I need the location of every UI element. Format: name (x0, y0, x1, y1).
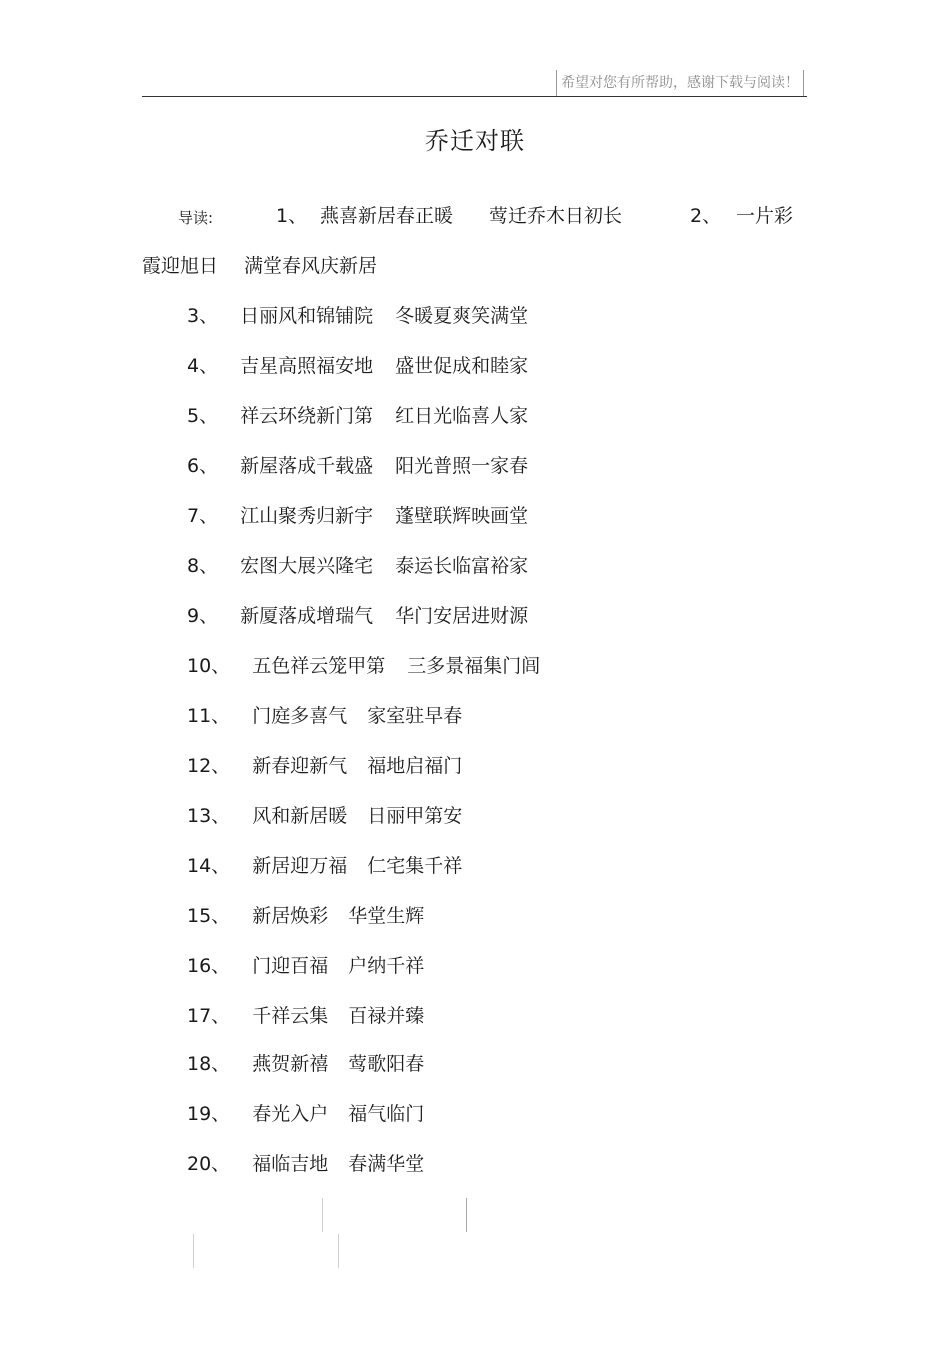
item-number: 5、 (187, 405, 219, 427)
page-title: 乔迁对联 (425, 127, 525, 155)
item-number: 7、 (187, 505, 219, 527)
item-number: 3、 (187, 305, 219, 327)
item-number: 6、 (187, 455, 219, 477)
scan-artifact-line (338, 1234, 339, 1268)
list-item (187, 1050, 424, 1078)
item-number: 10、 (187, 655, 231, 677)
list-item (187, 1002, 424, 1030)
couplet-second-line: 华堂生辉 (348, 905, 425, 927)
couplet-second-line: 春满华堂 (348, 1153, 425, 1175)
couplet-first-line: 风和新居暖 (252, 805, 348, 827)
couplet-second-line: 家室驻早春 (367, 705, 463, 727)
list-item (187, 352, 528, 380)
item-number: 14、 (187, 855, 231, 877)
couplet-second-line: 三多景福集门闾 (407, 655, 541, 677)
couplet-first-line: 祥云环绕新门第 (240, 405, 374, 427)
couplet-first-line: 千祥云集 (252, 1005, 329, 1027)
couplet-first-line: 五色祥云笼甲第 (252, 655, 386, 677)
scan-artifact-line (466, 1198, 467, 1232)
header-rule (142, 96, 807, 97)
couplet-first-line: 门庭多喜气 (252, 705, 348, 727)
item-number: 18、 (187, 1053, 231, 1075)
couplet-second-line: 百禄并臻 (348, 1005, 425, 1027)
item-number: 16、 (187, 955, 231, 977)
couplet-second-line: 仁宅集千祥 (367, 855, 463, 877)
lead-item2-second-line: 满堂春风庆新居 (244, 255, 378, 277)
couplet-second-line: 泰运长临富裕家 (395, 555, 529, 577)
list-item (187, 702, 462, 730)
couplet-second-line: 日丽甲第安 (367, 805, 463, 827)
couplet-second-line: 蓬壁联辉映画堂 (395, 505, 529, 527)
couplet-second-line: 福地启福门 (367, 755, 463, 777)
couplet-first-line: 吉星高照福安地 (240, 355, 374, 377)
item-number: 9、 (187, 605, 219, 627)
header-note: 希望对您有所帮助，感谢下载与阅读！ (556, 70, 804, 96)
item-number: 19、 (187, 1103, 231, 1125)
couplet-second-line: 冬暖夏爽笑满堂 (395, 305, 529, 327)
item-number: 12、 (187, 755, 231, 777)
couplet-first-line: 燕贺新禧 (252, 1053, 329, 1075)
couplet-first-line: 门迎百福 (252, 955, 329, 977)
couplet-first-line: 新居迎万福 (252, 855, 348, 877)
item-number: 13、 (187, 805, 231, 827)
list-item (187, 1100, 424, 1128)
lead-item1-second-line: 莺迁乔木日初长 (489, 205, 623, 227)
couplet-first-line: 新屋落成千载盛 (240, 455, 374, 477)
list-item (187, 602, 528, 630)
list-item (187, 652, 540, 680)
list-item (187, 402, 528, 430)
list-item (187, 752, 462, 780)
item-number: 15、 (187, 905, 231, 927)
couplet-second-line: 阳光普照一家春 (395, 455, 529, 477)
couplet-second-line: 盛世促成和睦家 (395, 355, 529, 377)
couplet-first-line: 江山聚秀归新宇 (240, 505, 374, 527)
lead-label: 导读: (178, 209, 214, 227)
couplet-first-line: 福临吉地 (252, 1153, 329, 1175)
lead-item2-first-line-end: 霞迎旭日 (142, 255, 219, 277)
list-item (187, 802, 462, 830)
list-item (187, 952, 424, 980)
couplet-second-line: 华门安居进财源 (395, 605, 529, 627)
list-item (187, 852, 462, 880)
couplet-second-line: 福气临门 (348, 1103, 425, 1125)
item-number: 20、 (187, 1153, 231, 1175)
list-item (187, 452, 528, 480)
couplet-first-line: 新居焕彩 (252, 905, 329, 927)
couplet-first-line: 新厦落成增瑞气 (240, 605, 374, 627)
lead-item1-number: 1、 (276, 205, 308, 227)
list-item (187, 302, 528, 330)
item-number: 11、 (187, 705, 231, 727)
scan-artifact-line (322, 1198, 323, 1232)
lead-item2-first-line-start: 一片彩 (736, 205, 794, 227)
couplet-second-line: 莺歌阳春 (348, 1053, 425, 1075)
lead-item1-first-line: 燕喜新居春正暖 (320, 205, 454, 227)
list-item (187, 502, 528, 530)
list-item (187, 1150, 424, 1178)
list-item (187, 902, 424, 930)
couplet-first-line: 宏图大展兴隆宅 (240, 555, 374, 577)
item-number: 8、 (187, 555, 219, 577)
couplet-second-line: 红日光临喜人家 (395, 405, 529, 427)
lead-item2-number: 2、 (690, 205, 722, 227)
couplet-second-line: 户纳千祥 (348, 955, 425, 977)
scan-artifact-line (193, 1234, 194, 1268)
couplet-first-line: 新春迎新气 (252, 755, 348, 777)
list-item (187, 552, 528, 580)
item-number: 4、 (187, 355, 219, 377)
item-number: 17、 (187, 1005, 231, 1027)
couplet-first-line: 春光入户 (252, 1103, 329, 1125)
couplet-first-line: 日丽风和锦铺院 (240, 305, 374, 327)
